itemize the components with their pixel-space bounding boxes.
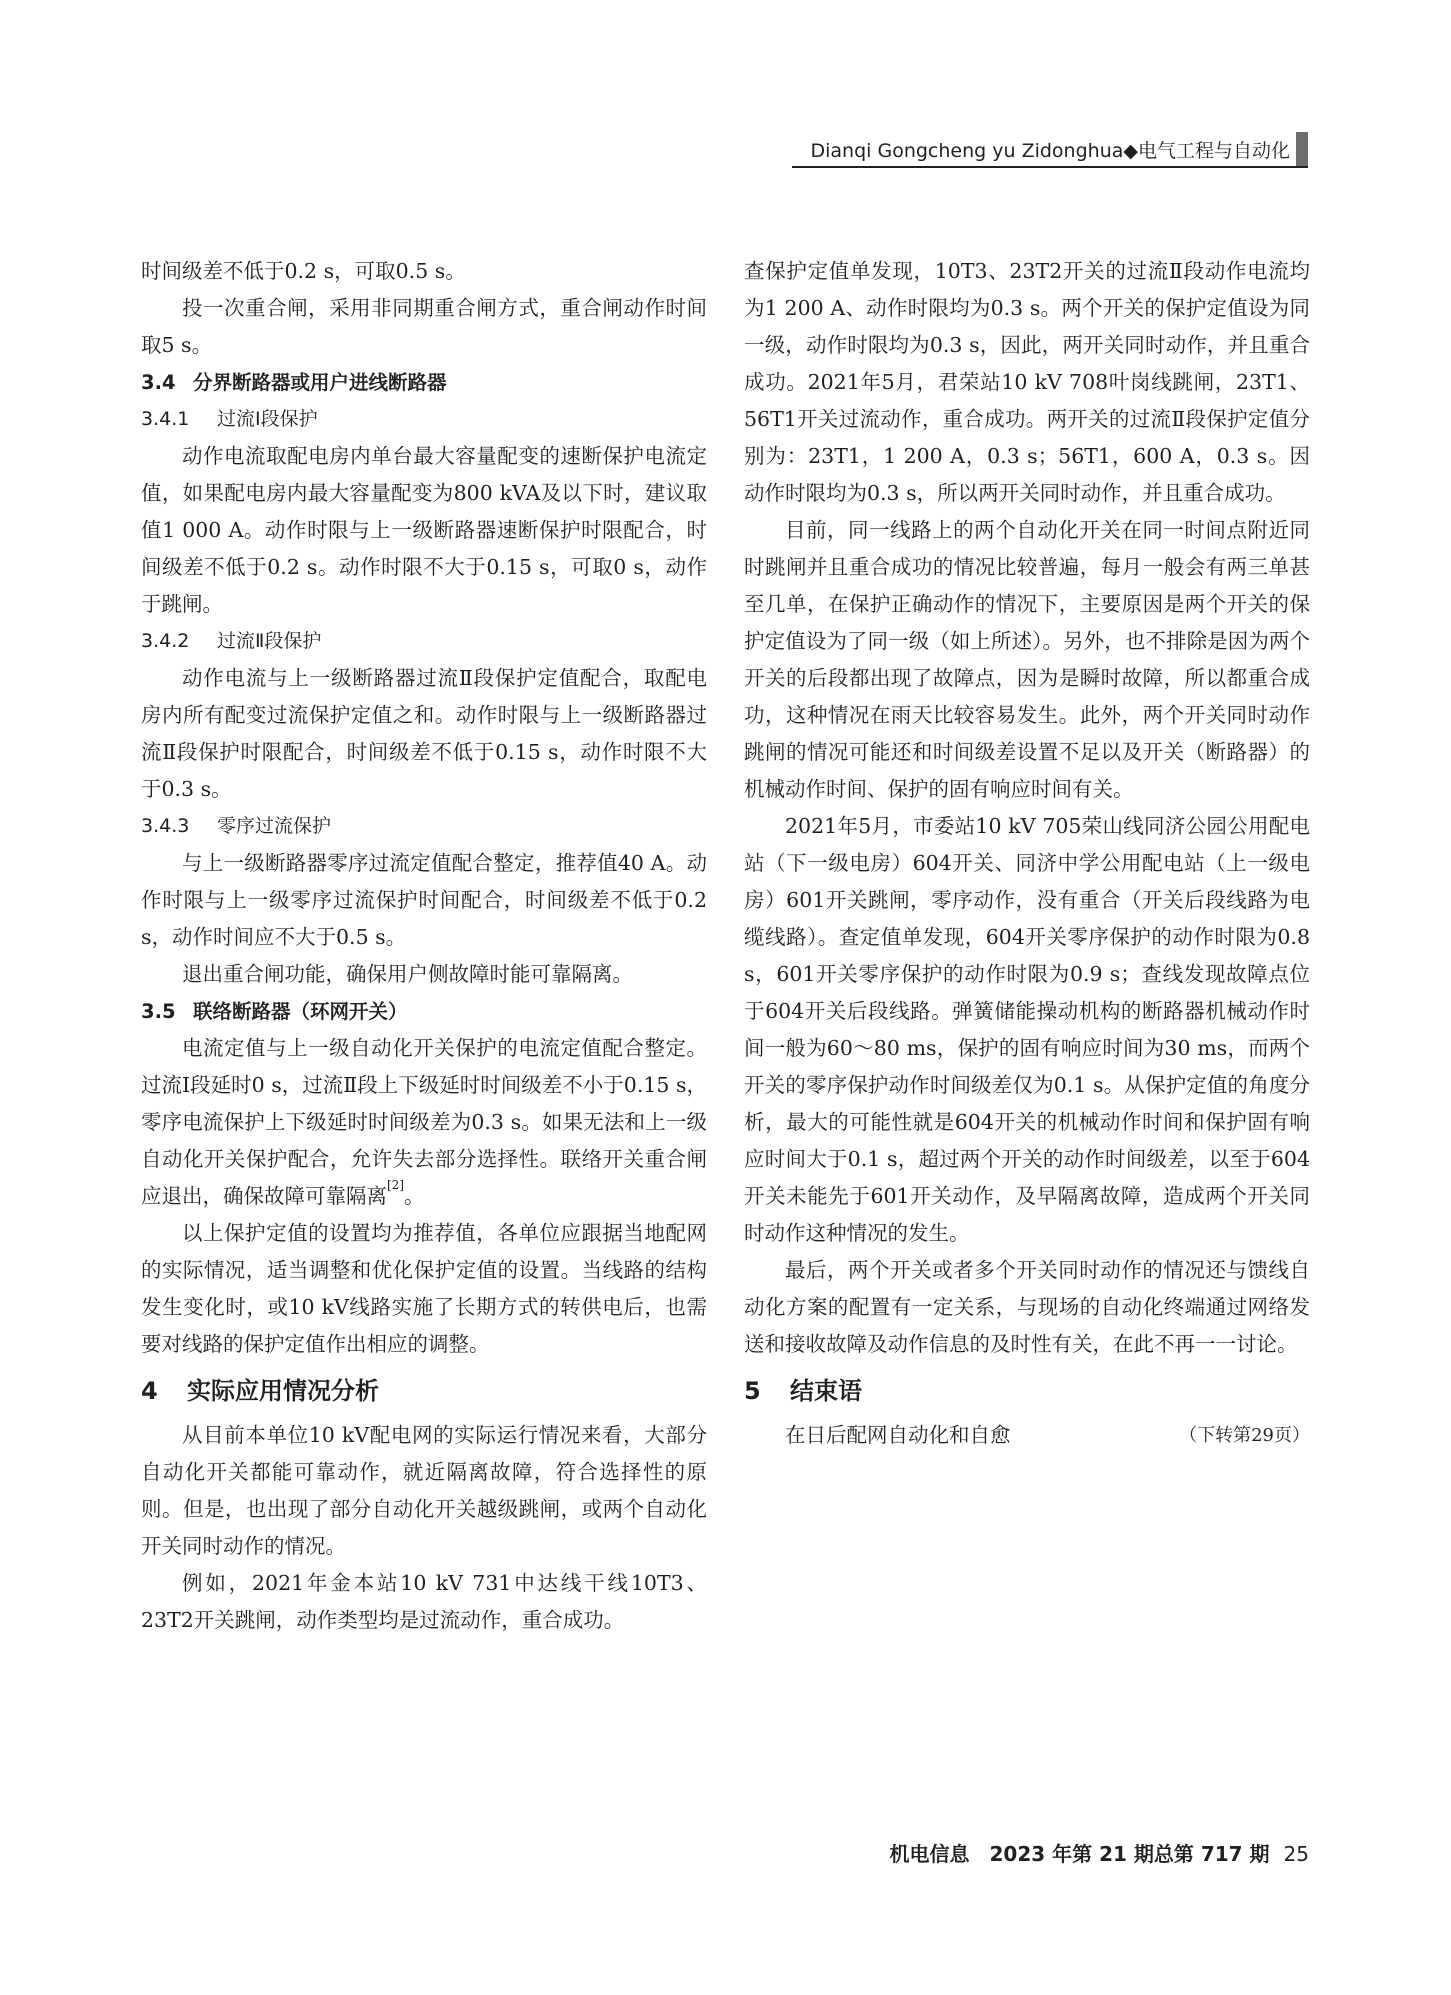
- paragraph: 目前，同一线路上的两个自动化开关在同一时间点附近同时跳闸并且重合成功的情况比较普遍，每月一般会有两三单甚至几单，在保护正确动作的情况下，主要原因是两个开关的保护定值设为了同一级（如上所述）。另外，也不排除是因为两个开关的后段都出现了故障点，因为是瞬时故障，所以都重合成功，这种情况在雨天比较容易发生。此外，两个开关同时动作跳闸的情况可能还和时间级差设置不足以及开关（断路器）的机械动作时间、保护的固有响应时间有关。: [744, 518, 1310, 801]
- paragraph: 与上一级断路器零序过流定值配合整定，推荐值40 A。动作时限与上一级零序过流保护时间配合，时间级差不低于0.2 s，动作时间应不大于0.5 s。: [141, 851, 707, 949]
- paragraph: 时间级差不低于0.2 s，可取0.5 s。: [141, 259, 466, 283]
- left-column: [141, 253, 707, 1639]
- section-heading-4: 4 实际应用情况分析: [141, 1377, 379, 1405]
- page-number: 25: [1283, 1842, 1309, 1866]
- paragraph: 电流定值与上一级自动化开关保护的电流定值配合整定。过流Ⅰ段延时0 s，过流Ⅱ段上下级延时时间级差不小于0.15 s，零序电流保护上下级延时时间级差为0.3 s。如果无法和上一级自动化开关保护配合，允许失去部分选择性。联络开关重合闸应退出，确保故障可靠隔离[2]。: [141, 1036, 707, 1208]
- section-heading-3-4: 3.4 分界断路器或用户进线断路器: [141, 371, 447, 394]
- section-heading-3-4-2: 3.4.2 过流Ⅱ段保护: [141, 630, 322, 652]
- paragraph: 以上保护定值的设置均为推荐值，各单位应跟据当地配网的实际情况，适当调整和优化保护定值的设置。当线路的结构发生变化时，或10 kV线路实施了长期方式的转供电后，也需要对线路的保护定值作出相应的调整。: [141, 1221, 707, 1356]
- header-rule: [792, 166, 1308, 168]
- section-heading-5: 5 结束语: [744, 1377, 862, 1405]
- paragraph: 退出重合闸功能，确保用户侧故障时能可靠隔离。: [182, 962, 633, 986]
- paragraph-continued: 在日后配网自动化和自愈 （下转第29页）: [744, 1417, 1310, 1454]
- section-heading-3-5: 3.5 联络断路器（环网开关）: [141, 1000, 408, 1023]
- issue-info: 机电信息 2023 年第 21 期总第 717 期: [889, 1842, 1270, 1866]
- journal-title: Dianqi Gongcheng yu Zidonghua◆电气工程与自动化: [810, 139, 1290, 162]
- paragraph: 投一次重合闸，采用非同期重合闸方式，重合闸动作时间取5 s。: [141, 296, 707, 357]
- section-heading-3-4-3: 3.4.3 零序过流保护: [141, 815, 332, 837]
- section-heading-3-4-1: 3.4.1 过流Ⅰ段保护: [141, 408, 318, 430]
- paragraph: 动作电流取配电房内单台最大容量配变的速断保护电流定值，如果配电房内最大容量配变为800 kVA及以下时，建议取值1 000 A。动作时限与上一级断路器速断保护时限配合，时间级差不低于0.2 s。动作时限不大于0.15 s，可取0 s，动作于跳闸。: [141, 444, 707, 616]
- running-header: [811, 132, 1309, 166]
- paragraph: 最后，两个开关或者多个开关同时动作的情况还与馈线自动化方案的配置有一定关系，与现场的自动化终端通过网络发送和接收故障及动作信息的及时性有关，在此不再一一讨论。: [744, 1258, 1310, 1356]
- paragraph: 2021年5月，市委站10 kV 705荣山线同济公园公用配电站（下一级电房）604开关、同济中学公用配电站（上一级电房）601开关跳闸，零序动作，没有重合（开关后段线路为电缆线路）。查定值单发现，604开关零序保护的动作时限为0.8 s，601开关零序保护的动作时限为0.9 s；查线发现故障点位于604开关后段线路。弹簧储能操动机构的断路器机械动作时间一般为60～80 ms，保护的固有响应时间为30 ms，而两个开关的零序保护动作时间级差仅为0.1 s。从保护定值的角度分析，最大的可能性就是604开关的机械动作时间和保护固有响应时间大于0.1 s，超过两个开关的动作时间级差，以至于604开关未能先于601开关动作，及早隔离故障，造成两个开关同时动作这种情况的发生。: [744, 814, 1310, 1245]
- paragraph: 从目前本单位10 kV配电网的实际运行情况来看，大部分自动化开关都能可靠动作，就近隔离故障，符合选择性的原则。但是，也出现了部分自动化开关越级跳闸，或两个自动化开关同时动作的情况。: [141, 1423, 707, 1558]
- paragraph: 例如，2021年金本站10 kV 731中达线干线10T3、23T2开关跳闸，动作类型均是过流动作，重合成功。: [141, 1571, 707, 1632]
- citation-ref[interactable]: [2]: [387, 1178, 404, 1192]
- header-bar: [1296, 132, 1308, 166]
- continued-note: （下转第29页）: [1179, 1425, 1310, 1446]
- page-footer: [889, 1838, 1309, 1867]
- paragraph: 查保护定值单发现，10T3、23T2开关的过流Ⅱ段动作电流均为1 200 A、动作时限均为0.3 s。两个开关的保护定值设为同一级，动作时限均为0.3 s，因此，两开关同时动作，并且重合成功。2021年5月，君荣站10 kV 708叶岗线跳闸，23T1、56T1开关过流动作，重合成功。两开关的过流Ⅱ段保护定值分别为：23T1，1 200 A，0.3 s；56T1，600 A，0.3 s。因动作时限均为0.3 s，所以两开关同时动作，并且重合成功。: [744, 259, 1310, 505]
- right-column: [744, 253, 1310, 1454]
- paragraph: 动作电流与上一级断路器过流Ⅱ段保护定值配合，取配电房内所有配变过流保护定值之和。动作时限与上一级断路器过流Ⅱ段保护时限配合，时间级差不低于0.15 s，动作时限不大于0.3 s。: [141, 666, 707, 801]
